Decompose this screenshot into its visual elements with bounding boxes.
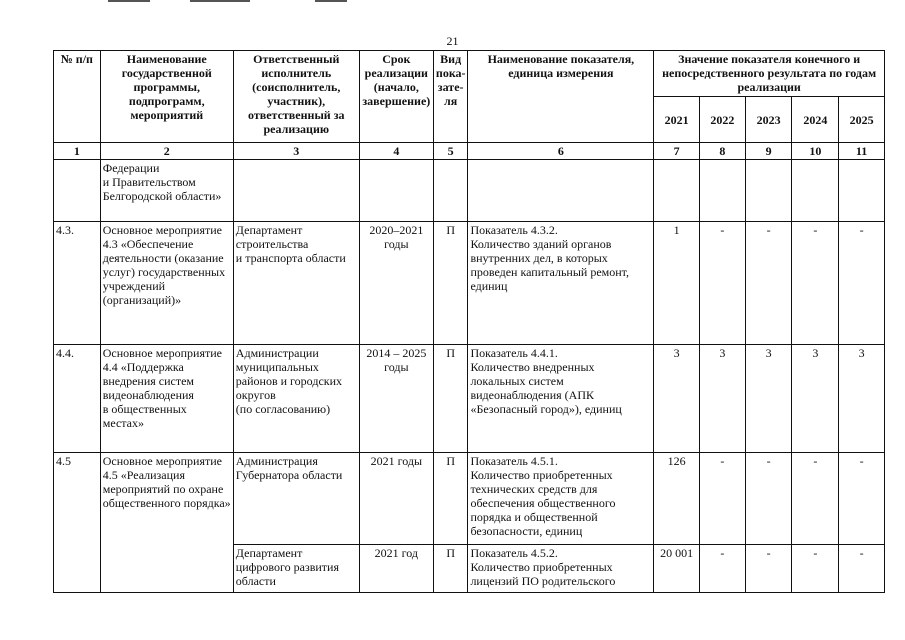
header-year: 2025 bbox=[839, 97, 885, 143]
row-indicator: Показатель 4.3.2. Количество зданий органов внутренних дел, в которых проведен капитальный ремонт, единиц bbox=[468, 222, 654, 345]
row-term: 2021 год bbox=[359, 545, 433, 593]
header-values: Значение показателя конечного и непосредственного результата по годам реализации bbox=[654, 51, 885, 97]
scan-mark-top-left bbox=[108, 0, 150, 2]
row-program-name: Основное мероприятие 4.5 «Реализация мероприятий по охране общественного порядка» bbox=[100, 453, 233, 593]
row-executor bbox=[233, 160, 359, 222]
header-term: Срок реализации (начало, завершение) bbox=[359, 51, 433, 143]
header-year: 2023 bbox=[745, 97, 792, 143]
row-program-name: Основное мероприятие 4.3 «Обеспечение деятельности (оказание услуг) государственных учреждений (организаций)» bbox=[100, 222, 233, 345]
row-number: 4.3. bbox=[54, 222, 101, 345]
row-indicator: Показатель 4.4.1. Количество внедренных локальных систем видеонаблюдения (АПК «Безопасный город»), единиц bbox=[468, 345, 654, 453]
row-value: 3 bbox=[654, 345, 700, 453]
column-number: 1 bbox=[54, 143, 101, 160]
header-year: 2024 bbox=[792, 97, 839, 143]
row-value: - bbox=[792, 453, 839, 545]
row-type: П bbox=[433, 345, 468, 453]
column-number: 11 bbox=[839, 143, 885, 160]
row-type bbox=[433, 160, 468, 222]
row-number bbox=[54, 160, 101, 222]
scan-mark-top-right bbox=[315, 0, 347, 2]
row-value: 3 bbox=[839, 345, 885, 453]
row-type: П bbox=[433, 453, 468, 545]
row-value: - bbox=[839, 222, 885, 345]
column-number: 6 bbox=[468, 143, 654, 160]
row-executor: Департамент цифрового развития области bbox=[233, 545, 359, 593]
table-row bbox=[54, 160, 885, 222]
table-row bbox=[54, 453, 885, 545]
header-indicator: Наименование показателя, единица измерения bbox=[468, 51, 654, 143]
row-value: - bbox=[700, 453, 746, 545]
row-value: 1 bbox=[654, 222, 700, 345]
column-number: 4 bbox=[359, 143, 433, 160]
header-type: Вид пока-зате-ля bbox=[433, 51, 468, 143]
column-number: 3 bbox=[233, 143, 359, 160]
program-table bbox=[53, 50, 885, 593]
row-value: - bbox=[700, 222, 746, 345]
row-indicator: Показатель 4.5.2. Количество приобретенных лицензий ПО родительского bbox=[468, 545, 654, 593]
row-value: - bbox=[700, 545, 746, 593]
row-value: 3 bbox=[745, 345, 792, 453]
row-value: 3 bbox=[700, 345, 746, 453]
header-num: № п/п bbox=[54, 51, 101, 143]
column-number: 8 bbox=[700, 143, 746, 160]
header-year: 2021 bbox=[654, 97, 700, 143]
row-value bbox=[792, 160, 839, 222]
row-indicator bbox=[468, 160, 654, 222]
row-executor: Администрации муниципальных районов и городских округов (по согласованию) bbox=[233, 345, 359, 453]
row-executor: Департамент строительства и транспорта области bbox=[233, 222, 359, 345]
row-indicator: Показатель 4.5.1. Количество приобретенных технических средств для обеспечения общественного порядка и общественной безопасности, единиц bbox=[468, 453, 654, 545]
row-value: - bbox=[839, 545, 885, 593]
column-number-row bbox=[54, 143, 885, 160]
row-term bbox=[359, 160, 433, 222]
header-executor: Ответственный исполнитель (соисполнитель, участник), ответственный за реализацию bbox=[233, 51, 359, 143]
row-value bbox=[654, 160, 700, 222]
row-value: 20 001 bbox=[654, 545, 700, 593]
row-term: 2014 – 2025 годы bbox=[359, 345, 433, 453]
table-row bbox=[54, 222, 885, 345]
row-value: - bbox=[745, 453, 792, 545]
row-type: П bbox=[433, 545, 468, 593]
column-number: 9 bbox=[745, 143, 792, 160]
page-number: 21 bbox=[446, 34, 459, 48]
row-number: 4.5 bbox=[54, 453, 101, 593]
row-value: - bbox=[745, 222, 792, 345]
row-term: 2020–2021 годы bbox=[359, 222, 433, 345]
row-value: 3 bbox=[792, 345, 839, 453]
row-value: - bbox=[792, 222, 839, 345]
row-executor: Администрация Губернатора области bbox=[233, 453, 359, 545]
column-number: 5 bbox=[433, 143, 468, 160]
row-number: 4.4. bbox=[54, 345, 101, 453]
row-value bbox=[700, 160, 746, 222]
column-number: 10 bbox=[792, 143, 839, 160]
scan-mark-top-mid bbox=[190, 0, 250, 2]
table-row bbox=[54, 345, 885, 453]
row-value bbox=[745, 160, 792, 222]
row-value: - bbox=[745, 545, 792, 593]
row-type: П bbox=[433, 222, 468, 345]
header-year: 2022 bbox=[700, 97, 746, 143]
row-value bbox=[839, 160, 885, 222]
column-number: 7 bbox=[654, 143, 700, 160]
row-term: 2021 годы bbox=[359, 453, 433, 545]
row-value: - bbox=[792, 545, 839, 593]
row-value: - bbox=[839, 453, 885, 545]
row-program-name: Основное мероприятие 4.4 «Поддержка внедрения систем видеонаблюдения в общественных местах» bbox=[100, 345, 233, 453]
column-number: 2 bbox=[100, 143, 233, 160]
row-value: 126 bbox=[654, 453, 700, 545]
row-program-name: Федерации и Правительством Белгородской области» bbox=[100, 160, 233, 222]
header-name: Наименование государственной программы, подпрограмм, мероприятий bbox=[100, 51, 233, 143]
